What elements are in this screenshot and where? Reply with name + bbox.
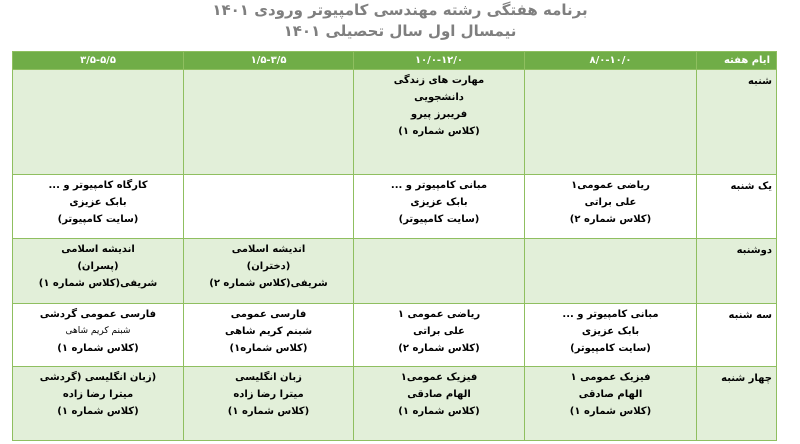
course-name: اندیشه اسلامی <box>61 244 135 255</box>
class-cell <box>525 304 697 367</box>
course-name: مهارت های زندگی <box>393 75 485 86</box>
course-room: (کلاس شماره ۱) <box>57 343 139 354</box>
course-name: فیزیک عمومی۱ <box>400 372 478 383</box>
header-days: ایام هفته <box>697 52 777 70</box>
day-label: دوشنبه <box>697 239 777 304</box>
course-name: فیزیک عمومی ۱ <box>570 372 651 383</box>
course-room: (سایت کامپیوتر) <box>398 214 480 225</box>
course-name: (زبان انگلیسی (گردشی <box>39 372 157 383</box>
course-room: شریفی(کلاس شماره ۲) <box>209 278 328 289</box>
course-room: فریبرز پیرو <box>410 109 468 120</box>
course-name: فارسی عمومی <box>230 309 307 320</box>
class-cell <box>13 304 184 367</box>
course-detail: (دختران) <box>246 261 291 272</box>
header-slot-3: ۱/۵-۳/۵ <box>184 52 354 70</box>
document-titles <box>0 0 800 42</box>
header-slot-2: ۱۰/۰-۱۲/۰ <box>354 52 525 70</box>
class-cell <box>13 367 184 441</box>
class-cell <box>184 304 354 367</box>
course-detail: دانشجویی <box>414 92 464 103</box>
course-name: کارگاه کامپیوتر و ... <box>48 180 148 191</box>
course-name: زبان انگلیسی <box>235 372 302 383</box>
class-cell <box>354 175 525 239</box>
course-name: ریاضی عمومی ۱ <box>397 309 481 320</box>
day-label: سه شنبه <box>697 304 777 367</box>
course-room: شریفی(کلاس شماره ۱) <box>38 278 158 289</box>
course-room: (کلاس شماره ۱) <box>569 406 652 417</box>
course-name: ریاضی عمومی۱ <box>571 180 650 191</box>
class-cell <box>525 175 697 239</box>
course-detail: شبنم کریم شاهی <box>224 326 313 337</box>
course-room: (کلاس شماره ۲) <box>569 214 652 225</box>
schedule-row <box>13 175 777 239</box>
course-detail: الهام صادقی <box>407 389 471 400</box>
class-cell <box>184 70 354 175</box>
day-label: یک شنبه <box>697 175 777 239</box>
class-cell <box>13 175 184 239</box>
class-cell <box>354 304 525 367</box>
course-detail: علی براتی <box>584 197 637 208</box>
course-detail: میترا رضا زاده <box>62 389 134 400</box>
course-detail: (پسران) <box>77 261 119 272</box>
course-detail: بابک عزیزی <box>581 326 640 337</box>
course-name: اندیشه اسلامی <box>231 244 306 255</box>
class-cell <box>184 239 354 304</box>
course-detail: بابک عزیزی <box>410 197 468 208</box>
window-edge <box>777 0 800 444</box>
course-detail: شبنم کریم شاهی <box>65 326 131 336</box>
weekly-schedule-table <box>12 51 777 441</box>
class-cell <box>525 367 697 441</box>
course-name: مبانی کامپیوتر و ... <box>390 180 488 191</box>
course-room: (کلاس شماره ۱) <box>227 406 310 417</box>
course-detail: علی براتی <box>413 326 465 337</box>
schedule-title: برنامه هفتگی رشته مهندسی کامپیوتر ورودی ۱۴۰۱ <box>212 1 588 19</box>
course-room: (کلاس شماره ۱) <box>57 406 139 417</box>
course-detail: بابک عزیزی <box>69 197 127 208</box>
schedule-row <box>13 239 777 304</box>
class-cell <box>354 367 525 441</box>
course-room: (کلاس شماره۱) <box>229 343 308 354</box>
class-cell <box>354 70 525 175</box>
schedule-row <box>13 70 777 175</box>
class-cell <box>13 70 184 175</box>
schedule-row <box>13 304 777 367</box>
course-room: (سایت کامپیوتر) <box>570 343 651 354</box>
class-cell <box>13 239 184 304</box>
course-detail: میترا رضا زاده <box>233 389 304 400</box>
header-slot-4: ۳/۵-۵/۵ <box>13 52 184 70</box>
header-row <box>13 52 777 70</box>
course-room: (سایت کامپیوتر) <box>57 214 139 225</box>
class-cell <box>184 175 354 239</box>
class-cell <box>525 70 697 175</box>
class-cell <box>354 239 525 304</box>
header-slot-1: ۸/۰-۱۰/۰ <box>525 52 697 70</box>
course-room: (کلاس شماره ۲) <box>398 343 480 354</box>
course-room: (کلاس شماره ۱) <box>398 126 480 137</box>
course-name: مبانی کامپیوتر و ... <box>562 309 659 320</box>
schedule-row <box>13 367 777 441</box>
semester-subtitle: نیمسال اول سال تحصیلی ۱۴۰۱ <box>283 22 517 40</box>
course-room: (کلاس شماره ۱) <box>398 406 480 417</box>
day-label: شنبه <box>697 70 777 175</box>
day-label: چهار شنبه <box>697 367 777 441</box>
class-cell <box>525 239 697 304</box>
course-name: فارسی عمومی گردشی <box>39 309 157 320</box>
course-detail: الهام صادقی <box>578 389 643 400</box>
class-cell <box>184 367 354 441</box>
